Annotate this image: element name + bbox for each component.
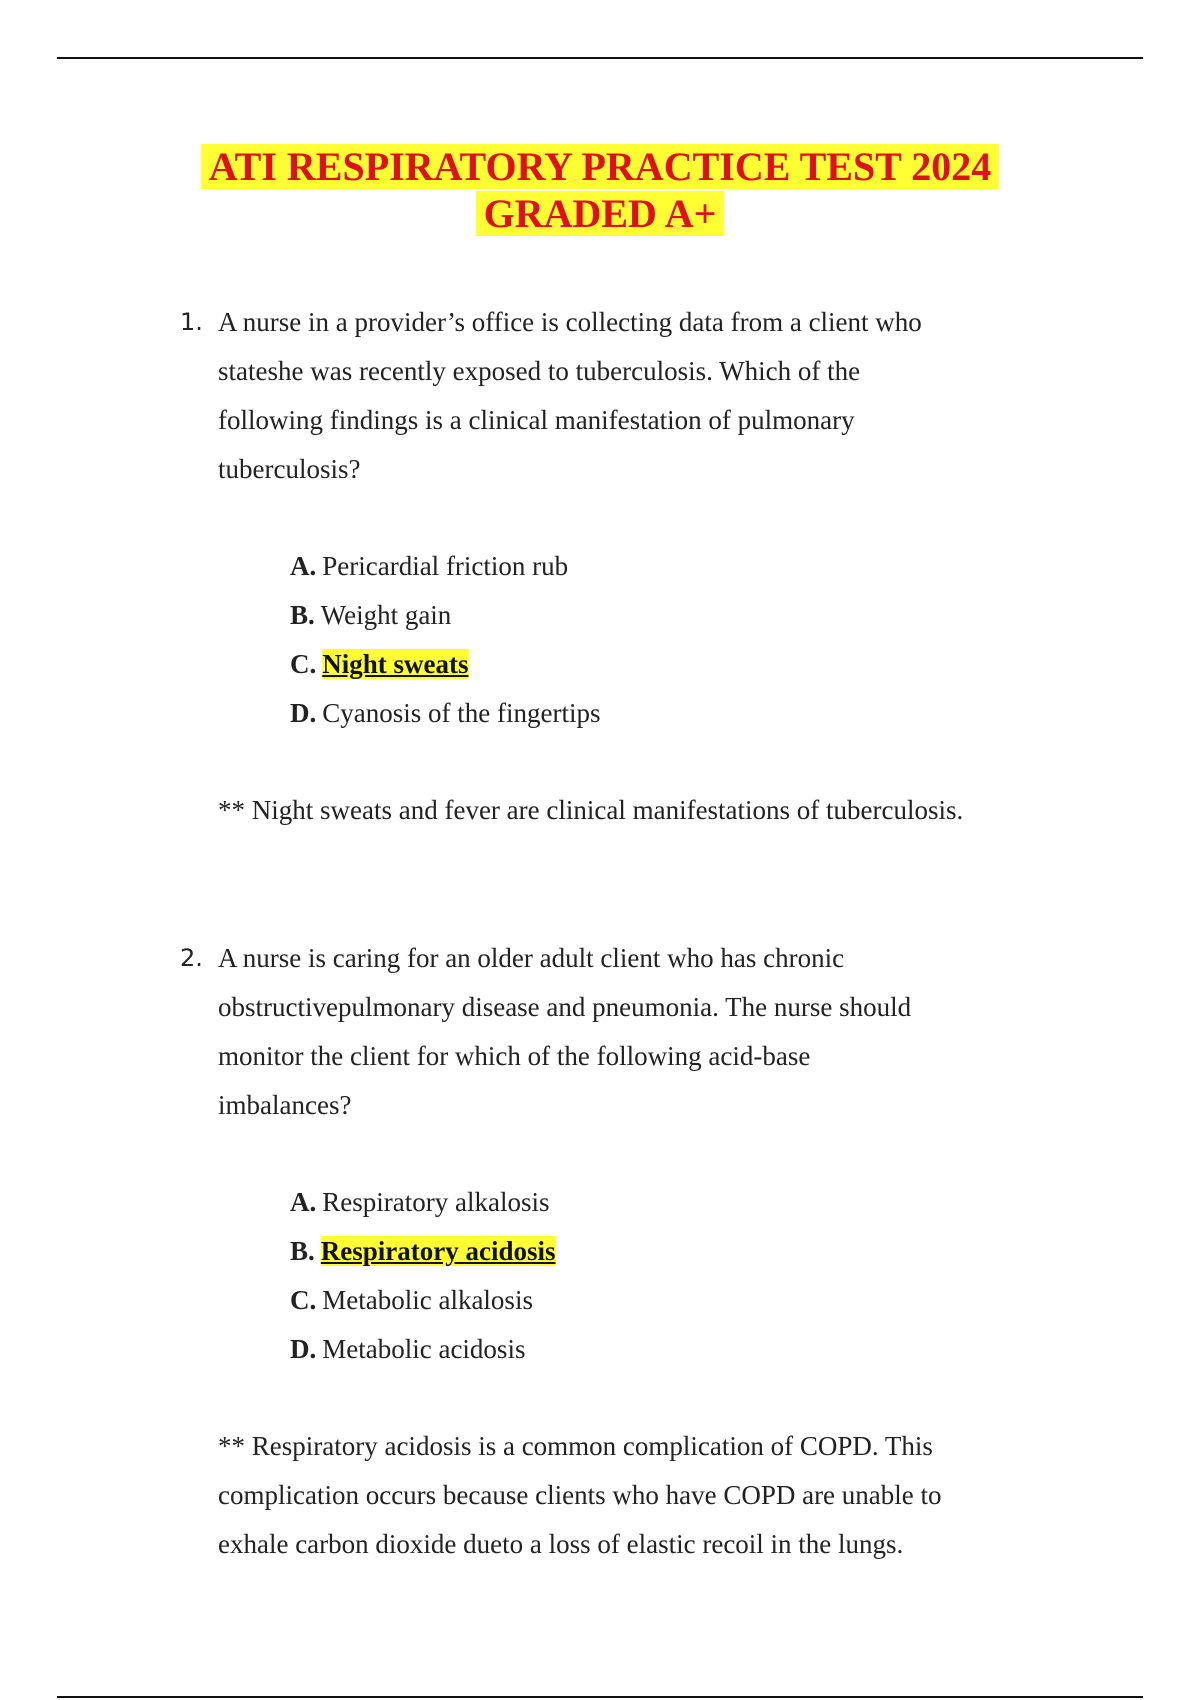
question-text — [218, 934, 1098, 1130]
rationale-line: exhale carbon dioxide dueto a loss of elastic recoil in the lungs. — [218, 1529, 904, 1559]
question-text — [218, 298, 1098, 494]
options-list — [290, 1178, 556, 1374]
option-text: Pericardial friction rub — [322, 551, 569, 581]
option-letter: D. — [290, 698, 317, 728]
option-a — [290, 542, 600, 591]
rationale-line: ** Respiratory acidosis is a common complication of COPD. This — [218, 1431, 933, 1461]
option-text: Metabolic alkalosis — [322, 1285, 533, 1315]
question-line: stateshe was recently exposed to tuberculosis. Which of the — [218, 356, 861, 386]
option-letter: A. — [290, 1187, 317, 1217]
option-d — [290, 1325, 556, 1374]
title-line-1: ATI RESPIRATORY PRACTICE TEST 2024 — [201, 144, 999, 189]
rationale-line: ** Night sweats and fever are clinical manifestations of tuberculosis. — [218, 795, 964, 825]
bottom-divider — [57, 1696, 1143, 1698]
correct-answer-highlight: Respiratory acidosis — [320, 1236, 556, 1266]
question-line: imbalances? — [218, 1090, 352, 1120]
option-c — [290, 640, 600, 689]
option-a — [290, 1178, 556, 1227]
question-line: A nurse is caring for an older adult client who has chronic — [218, 943, 845, 973]
rationale — [218, 1422, 1138, 1569]
option-letter: A. — [290, 551, 317, 581]
question-line: following findings is a clinical manifestation of pulmonary — [218, 405, 855, 435]
option-letter: C. — [290, 649, 317, 679]
question-line: obstructivepulmonary disease and pneumonia. The nurse should — [218, 992, 912, 1022]
rationale-line: complication occurs because clients who have COPD are unable to — [218, 1480, 942, 1510]
option-b — [290, 591, 600, 640]
top-divider — [57, 57, 1143, 59]
question-number: 1. — [180, 308, 203, 336]
option-letter: C. — [290, 1285, 317, 1315]
correct-answer-highlight: Night sweats — [322, 649, 469, 679]
option-letter: B. — [290, 600, 315, 630]
question-line: A nurse in a provider’s office is collecting data from a client who — [218, 307, 922, 337]
option-text: Cyanosis of the fingertips — [322, 698, 601, 728]
options-list — [290, 542, 600, 738]
option-b — [290, 1227, 556, 1276]
option-c — [290, 1276, 556, 1325]
document-title — [0, 143, 1200, 237]
title-line-2: GRADED A+ — [476, 191, 725, 236]
rationale — [218, 786, 1138, 835]
option-text: Weight gain — [320, 600, 452, 630]
option-letter: B. — [290, 1236, 315, 1266]
option-text: Respiratory alkalosis — [322, 1187, 550, 1217]
option-text: Metabolic acidosis — [322, 1334, 526, 1364]
question-number: 2. — [180, 944, 203, 972]
question-line: tuberculosis? — [218, 454, 361, 484]
question-line: monitor the client for which of the following acid-base — [218, 1041, 811, 1071]
option-letter: D. — [290, 1334, 317, 1364]
option-d — [290, 689, 600, 738]
